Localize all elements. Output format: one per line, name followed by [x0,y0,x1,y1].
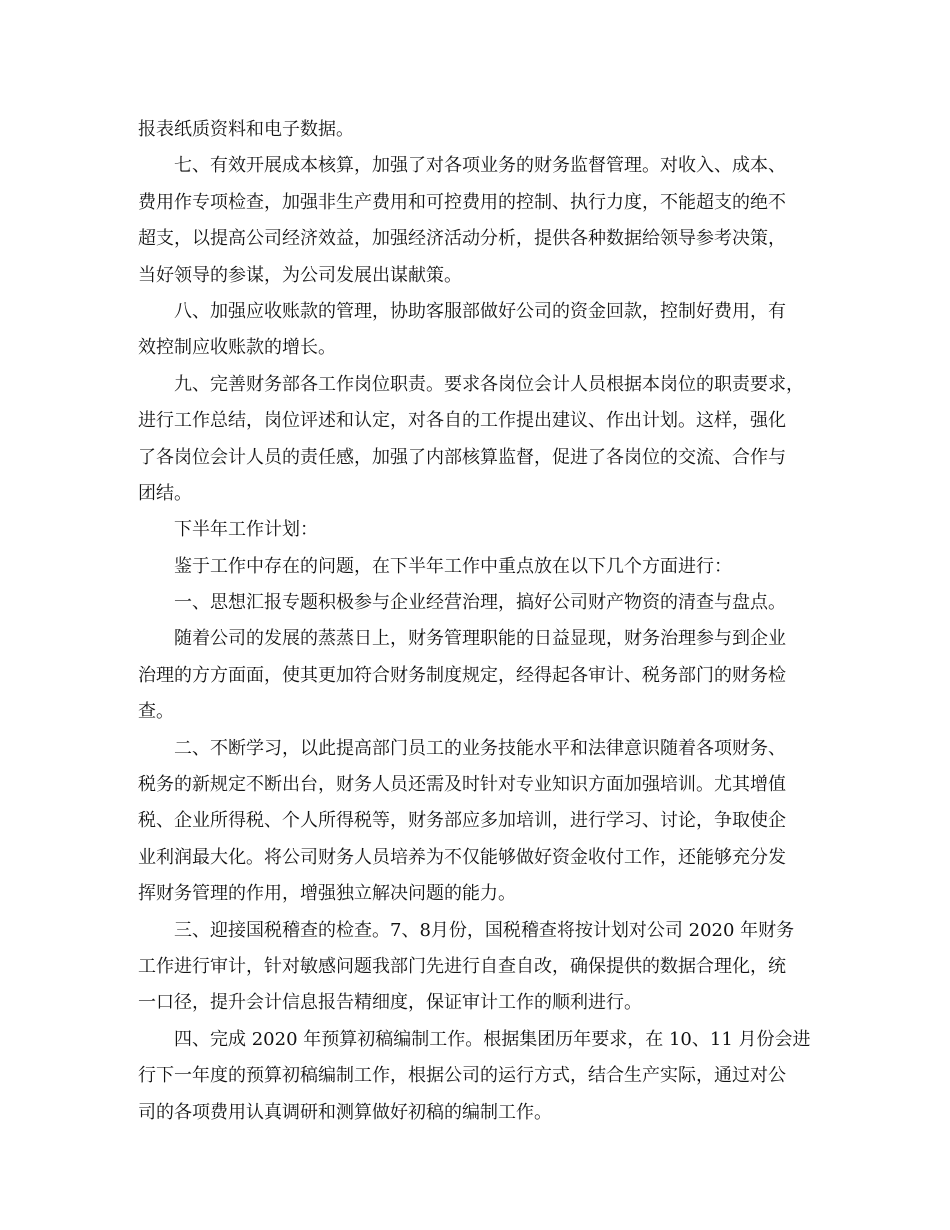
text-line: 二、不断学习，以此提高部门员工的业务技能水平和法律意识随着各项财务、 [174,737,786,759]
paragraph [138,621,818,730]
paragraph [138,731,818,913]
text-line: 挥财务管理的作用，增强独立解决问题的能力。 [138,883,516,905]
paragraph [138,913,818,1022]
text-line: 效控制应收账款的增长。 [138,337,336,359]
text-line: 报表纸质资料和电子数据。 [138,119,354,140]
paragraph [138,367,818,513]
text-line: 一、思想汇报专题积极参与企业经营治理，搞好公司财产物资的清查与盘点。 [174,592,786,614]
text-line: 费用作专项检查，加强非生产费用和可控费用的控制、执行力度，不能超支的绝不 [138,191,786,213]
text-line: 下半年工作计划： [174,519,318,541]
text-line: 四、完成 2020 年预算初稿编制工作。根据集团历年要求，在 10、11 月份会进 [174,1028,811,1050]
paragraph [138,585,818,621]
text-line: 工作进行审计，针对敏感问题我部门先进行自查自改，确保提供的数据合理化，统 [138,955,786,977]
text-line: 七、有效开展成本核算，加强了对各项业务的财务监督管理。对收入、成本、 [174,155,786,177]
text-line: 查。 [138,701,174,723]
text-line: 行下一年度的预算初稿编制工作，根据公司的运行方式，结合生产实际，通过对公 [138,1065,786,1087]
text-line: 进行工作总结，岗位评述和认定，对各自的工作提出建议、作出计划。这样，强化 [138,410,786,432]
paragraph [138,148,818,294]
text-line: 超支，以提高公司经济效益，加强经济活动分析，提供各种数据给领导参考决策， [138,228,786,250]
paragraph [138,112,818,148]
text-line: 九、完善财务部各工作岗位职责。要求各岗位会计人员根据本岗位的职责要求， [174,373,804,395]
text-line: 团结。 [138,482,192,504]
text-line: 税务的新规定不断出台，财务人员还需及时针对专业知识方面加强培训。尤其增值 [138,774,786,796]
text-line: 司的各项费用认真调研和测算做好初稿的编制工作。 [138,1101,552,1123]
text-line: 随着公司的发展的蒸蒸日上，财务管理职能的日益显现，财务治理参与到企业 [174,628,786,650]
paragraph [138,294,818,367]
text-line: 治理的方方面面，使其更加符合财务制度规定，经得起各审计、税务部门的财务检 [138,664,786,686]
text-line: 一口径，提升会计信息报告精细度，保证审计工作的顺利进行。 [138,992,642,1014]
paragraph [138,1022,818,1131]
text-line: 当好领导的参谋，为公司发展出谋献策。 [138,264,462,286]
document-body [138,112,818,1131]
paragraph [138,512,818,548]
text-line: 鉴于工作中存在的问题，在下半年工作中重点放在以下几个方面进行： [174,555,732,577]
text-line: 税、企业所得税、个人所得税等，财务部应多加培训，进行学习、讨论，争取使企 [138,810,786,832]
text-line: 业利润最大化。将公司财务人员培养为不仅能够做好资金收付工作，还能够充分发 [138,846,786,868]
text-line: 了各岗位会计人员的责任感，加强了内部核算监督，促进了各岗位的交流、合作与 [138,446,786,468]
text-line: 三、迎接国税稽查的检查。7、8月份，国税稽查将按计划对公司 2020 年财务 [174,919,795,941]
paragraph [138,549,818,585]
text-line: 八、加强应收账款的管理，协助客服部做好公司的资金回款，控制好费用，有 [174,300,786,322]
